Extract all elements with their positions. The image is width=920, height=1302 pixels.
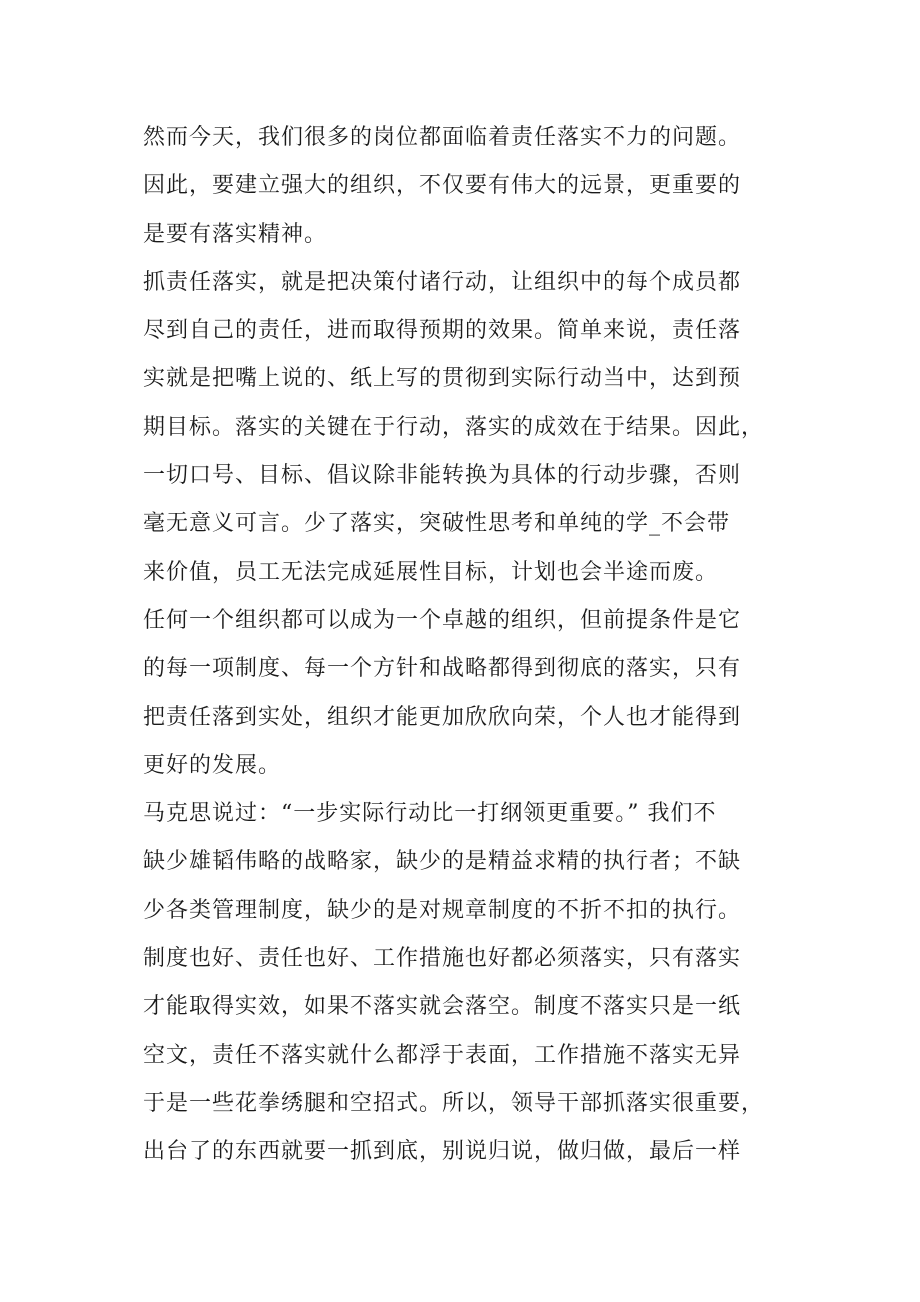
text-line: 缺少雄韬伟略的战略家，缺少的是精益求精的执行者；不缺 [143, 849, 742, 875]
text-line: 任何一个组织都可以成为一个卓越的组织，但前提条件是它 [143, 607, 742, 633]
text-line: 把责任落到实处，组织才能更加欣欣向荣，个人也才能得到 [143, 704, 742, 730]
text-line: 马克思说过：“一步实际行动比一打纲领更重要。” 我们不 [143, 801, 717, 827]
text-line: 毫无意义可言。少了落实，突破性思考和单纯的学_不会带 [143, 511, 731, 537]
text-line: 是要有落实精神。 [143, 221, 328, 247]
text-line: 制度也好、责任也好、工作措施也好都必须落实，只有落实 [143, 946, 742, 972]
text-line: 因此，要建立强大的组织，不仅要有伟大的远景，更重要的 [143, 173, 742, 199]
paragraph-4 [143, 790, 803, 1176]
paragraph-3 [143, 597, 803, 790]
text-line: 抓责任落实，就是把决策付诸行动，让组织中的每个成员都 [143, 269, 742, 295]
text-line: 尽到自己的责任，进而取得预期的效果。简单来说，责任落 [143, 318, 742, 344]
text-line: 才能取得实效，如果不落实就会落空。制度不落实只是一纸 [143, 994, 742, 1020]
text-line: 空文，责任不落实就什么都浮于表面，工作措施不落实无异 [143, 1042, 742, 1068]
text-line: 少各类管理制度，缺少的是对规章制度的不折不扣的执行。 [143, 897, 742, 923]
document-body [143, 114, 803, 1177]
paragraph-1 [143, 114, 803, 259]
text-line: 于是一些花拳绣腿和空招式。所以，领导干部抓落实很重要， [143, 1090, 765, 1116]
paragraph-2 [143, 259, 803, 597]
text-line: 更好的发展。 [143, 752, 282, 778]
text-line: 期目标。落实的关键在于行动，落实的成效在于结果。因此， [143, 414, 765, 440]
text-line: 来价值，员工无法完成延展性目标，计划也会半途而废。 [143, 559, 719, 585]
text-line: 出台了的东西就要一抓到底，别说归说，做归做，最后一样 [143, 1139, 742, 1165]
text-line: 的每一项制度、每一个方针和战略都得到彻底的落实，只有 [143, 656, 742, 682]
text-line: 然而今天，我们很多的岗位都面临着责任落实不力的问题。 [143, 125, 742, 150]
text-line: 一切口号、目标、倡议除非能转换为具体的行动步骤，否则 [143, 463, 742, 489]
text-line: 实就是把嘴上说的、纸上写的贯彻到实际行动当中，达到预 [143, 366, 742, 392]
